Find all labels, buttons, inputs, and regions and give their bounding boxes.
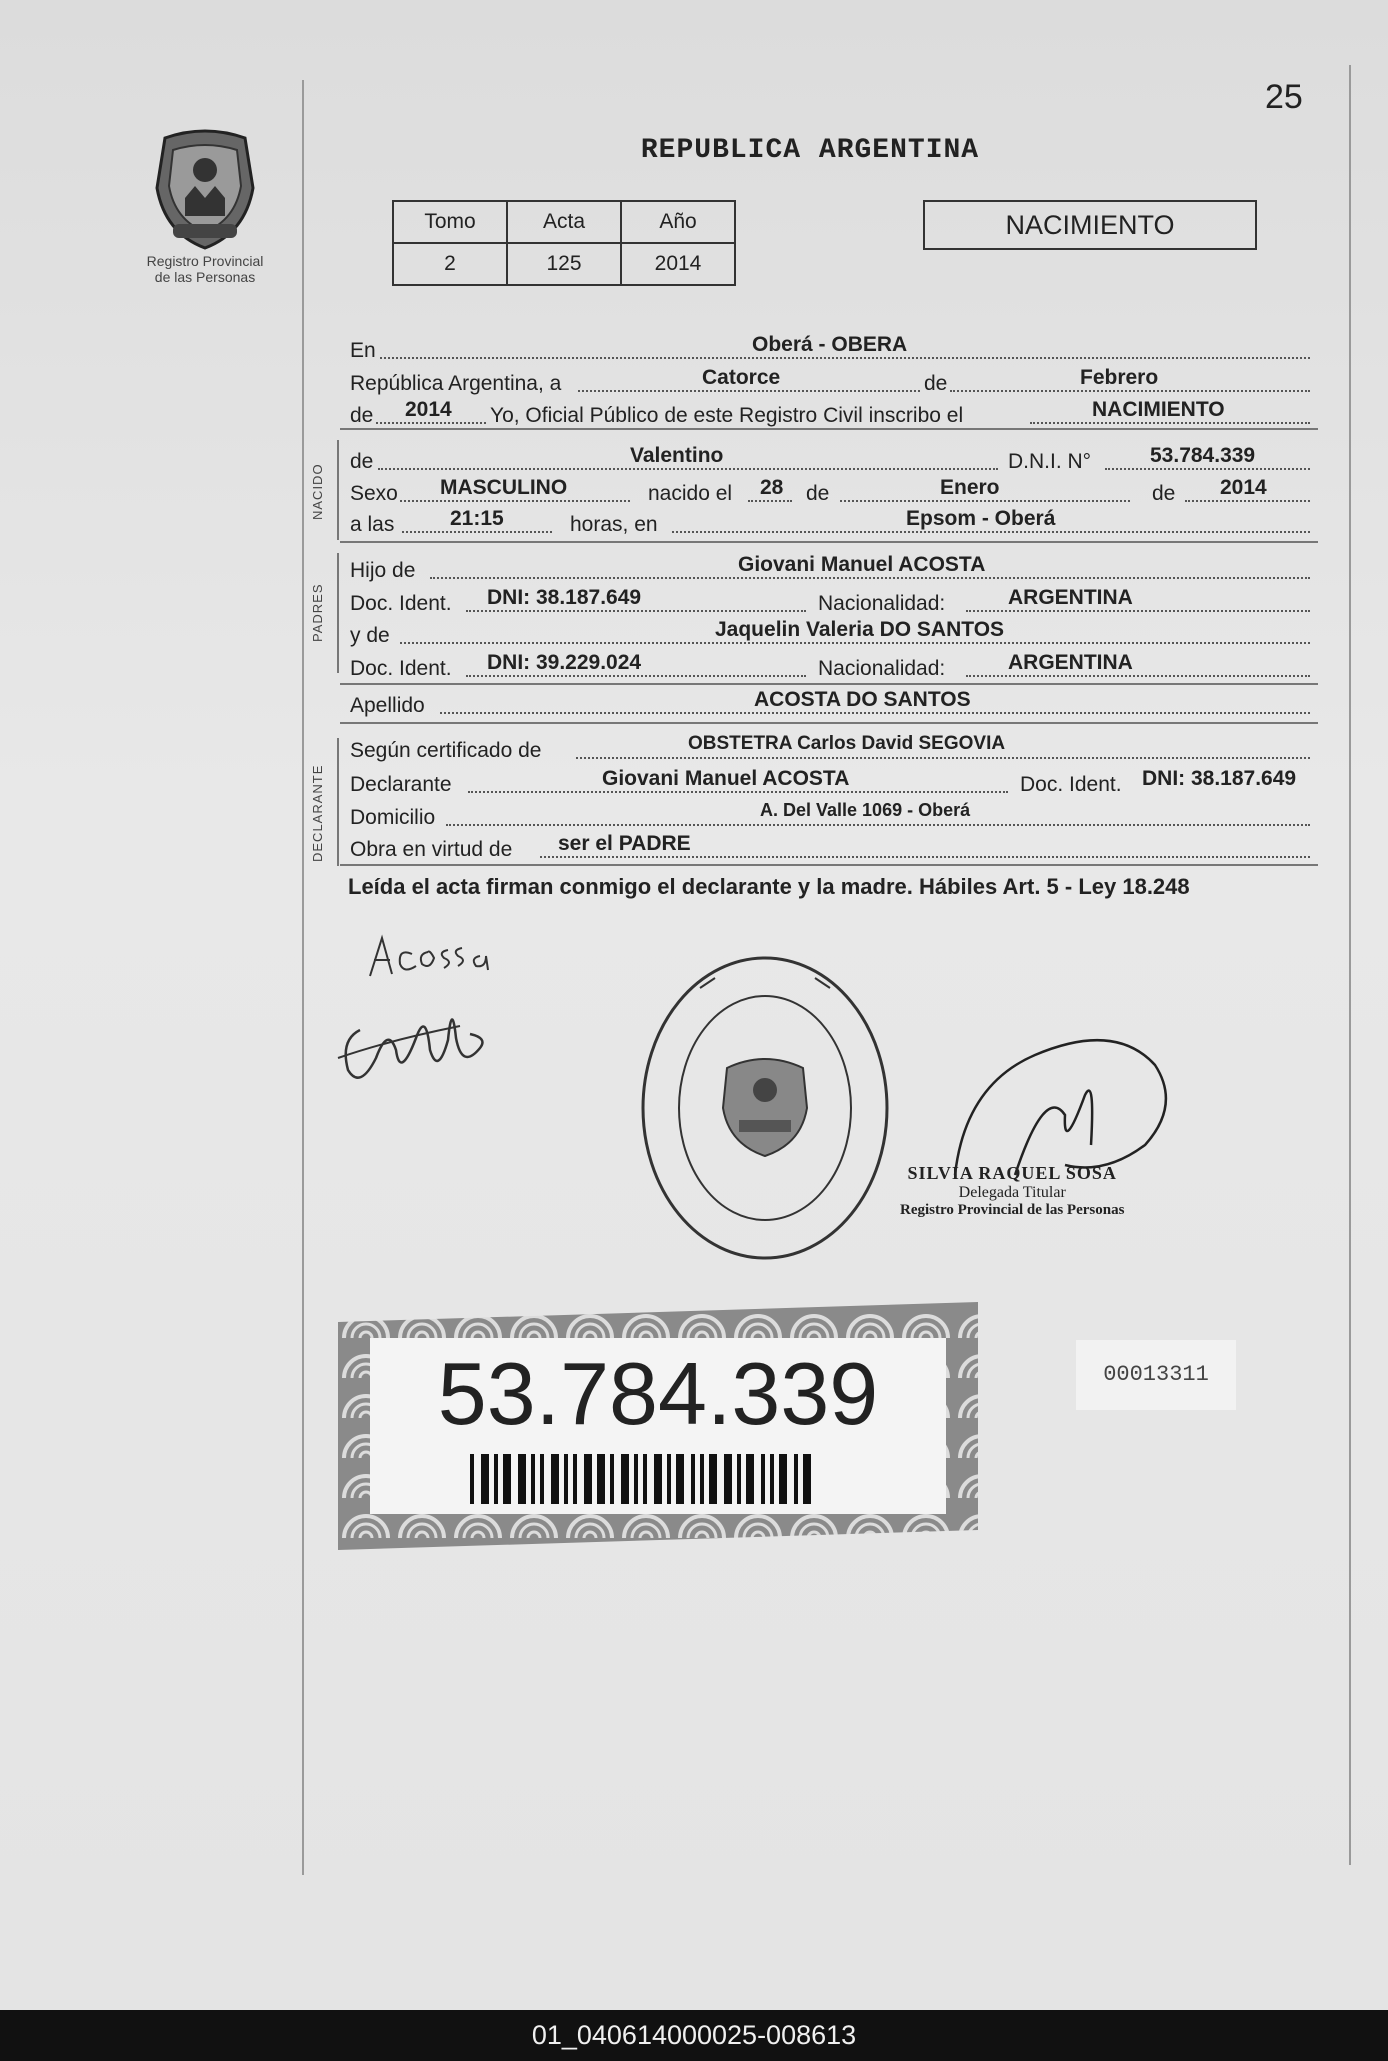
reference-table [392, 200, 736, 286]
row-padre [350, 555, 1320, 585]
official-organization: Registro Provincial de las Personas [900, 1202, 1125, 1218]
declarante-value: Giovani Manuel ACOSTA [602, 767, 850, 790]
ref-value-anio: 2014 [621, 243, 735, 285]
father-nat-value: ARGENTINA [1008, 586, 1133, 609]
mother-name-value: Jaquelin Valeria DO SANTOS [715, 618, 1005, 641]
record-type-box: NACIMIENTO [923, 200, 1257, 250]
doc-label-3: Doc. Ident. [1020, 773, 1122, 796]
certificado-value: OBSTETRA Carlos David SEGOVIA [688, 733, 1006, 754]
birth-year-value: 2014 [1220, 476, 1267, 499]
day-value: Catorce [702, 366, 781, 389]
father-doc-value: DNI: 38.187.649 [487, 586, 642, 609]
side-label-nacido: NACIDO [310, 463, 325, 520]
doc-label-2: Doc. Ident. [350, 657, 452, 680]
ref-header-tomo: Tomo [393, 201, 507, 243]
nacionalidad-label-1: Nacionalidad: [818, 592, 946, 615]
sexo-value: MASCULINO [440, 476, 568, 499]
barcode-bars [470, 1454, 850, 1504]
month-value: Febrero [1080, 366, 1159, 389]
row-apellido [350, 690, 1320, 720]
barcode-label [370, 1338, 946, 1514]
page-number: 25 [1265, 78, 1303, 116]
nacionalidad-label-2: Nacionalidad: [818, 657, 946, 680]
a-las-label: a las [350, 513, 395, 536]
certificado-label: Según certificado de [350, 739, 542, 762]
republica-label: República Argentina, a [350, 372, 562, 395]
row-declarante [350, 769, 1320, 799]
mother-nat-value: ARGENTINA [1008, 651, 1133, 674]
registry-logo [130, 128, 280, 285]
doc-label-1: Doc. Ident. [350, 592, 452, 615]
row-domicilio [350, 802, 1320, 832]
rule-1 [340, 428, 1318, 430]
declarante-label: Declarante [350, 773, 452, 796]
official-text: Yo, Oficial Público de este Registro Civil inscribo el [490, 404, 964, 427]
row-hora [350, 509, 1320, 539]
nacido-label: nacido el [648, 482, 733, 505]
official-seal [630, 948, 900, 1268]
row-certificado [350, 735, 1320, 765]
right-margin-rule [1349, 65, 1351, 1865]
barcode-sticker [338, 1302, 978, 1550]
de-label-3: de [350, 450, 374, 473]
official-signature [945, 1025, 1185, 1185]
ref-value-acta: 125 [507, 243, 621, 285]
dni-label: D.N.I. N° [1008, 450, 1092, 473]
rule-5 [340, 864, 1318, 866]
year-value: 2014 [405, 398, 452, 421]
place-value: Epsom - Oberá [906, 507, 1056, 530]
apellido-value: ACOSTA DO SANTOS [754, 688, 971, 711]
child-name-value: Valentino [630, 444, 724, 467]
birth-month-value: Enero [940, 476, 1000, 499]
yde-label: y de [350, 624, 390, 647]
row-name [350, 446, 1320, 476]
domicilio-label: Domicilio [350, 806, 436, 829]
de-label-2: de [350, 404, 374, 427]
apellido-label: Apellido [350, 694, 425, 717]
obra-value: ser el PADRE [558, 832, 691, 855]
de-label-1: de [924, 372, 948, 395]
row-obra [350, 834, 1320, 864]
horas-label: horas, en [570, 513, 658, 536]
hijo-label: Hijo de [350, 559, 416, 582]
side-label-padres: PADRES [310, 583, 325, 642]
en-label: En [350, 339, 376, 362]
file-id-footer: 01_040614000025-008613 [0, 2010, 1388, 2061]
ref-header-anio: Año [621, 201, 735, 243]
de-label-5: de [1152, 482, 1176, 505]
ref-header-acta: Acta [507, 201, 621, 243]
official-role: Delegada Titular [958, 1184, 1066, 1201]
row-year [350, 400, 1320, 430]
hour-value: 21:15 [450, 507, 504, 530]
rule-3 [340, 683, 1318, 685]
act-value: NACIMIENTO [1092, 398, 1225, 421]
father-name-value: Giovani Manuel ACOSTA [738, 553, 986, 576]
domicilio-value: A. Del Valle 1069 - Oberá [760, 800, 971, 820]
province-shield-icon [145, 128, 265, 253]
declarant-signature [330, 930, 520, 1110]
row-madre [350, 620, 1320, 650]
rule-4 [340, 722, 1318, 724]
logo-caption-2: de las Personas [154, 269, 256, 285]
logo-caption-1: Registro Provincial [146, 253, 264, 269]
dni-value: 53.784.339 [1150, 444, 1256, 467]
rule-2 [340, 541, 1318, 543]
row-republica [350, 368, 1320, 398]
left-margin-rule [302, 80, 304, 1875]
declarante-doc-value: DNI: 38.187.649 [1142, 767, 1297, 790]
control-number: 00013311 [1076, 1340, 1236, 1410]
official-name: SILVIA RAQUEL SOSA [907, 1163, 1117, 1183]
row-sexo [350, 478, 1320, 508]
birth-day-value: 28 [760, 476, 784, 499]
row-en [350, 335, 1320, 365]
row-padre-doc [350, 588, 1320, 618]
de-label-4: de [806, 482, 830, 505]
ref-value-tomo: 2 [393, 243, 507, 285]
mother-doc-value: DNI: 39.229.024 [487, 651, 642, 674]
barcode-number: 53.784.339 [437, 1344, 879, 1443]
page-title: REPUBLICA ARGENTINA [640, 135, 980, 166]
official-block [900, 1163, 1124, 1219]
closing-statement: Leída el acta firman conmigo el declarante y la madre. Hábiles Art. 5 - Ley 18.248 [348, 874, 1190, 899]
obra-label: Obra en virtud de [350, 838, 513, 861]
row-madre-doc [350, 653, 1320, 683]
side-label-declarante: DECLARANTE [310, 764, 325, 862]
en-value: Oberá - OBERA [752, 333, 908, 356]
sexo-label: Sexo [350, 482, 398, 505]
